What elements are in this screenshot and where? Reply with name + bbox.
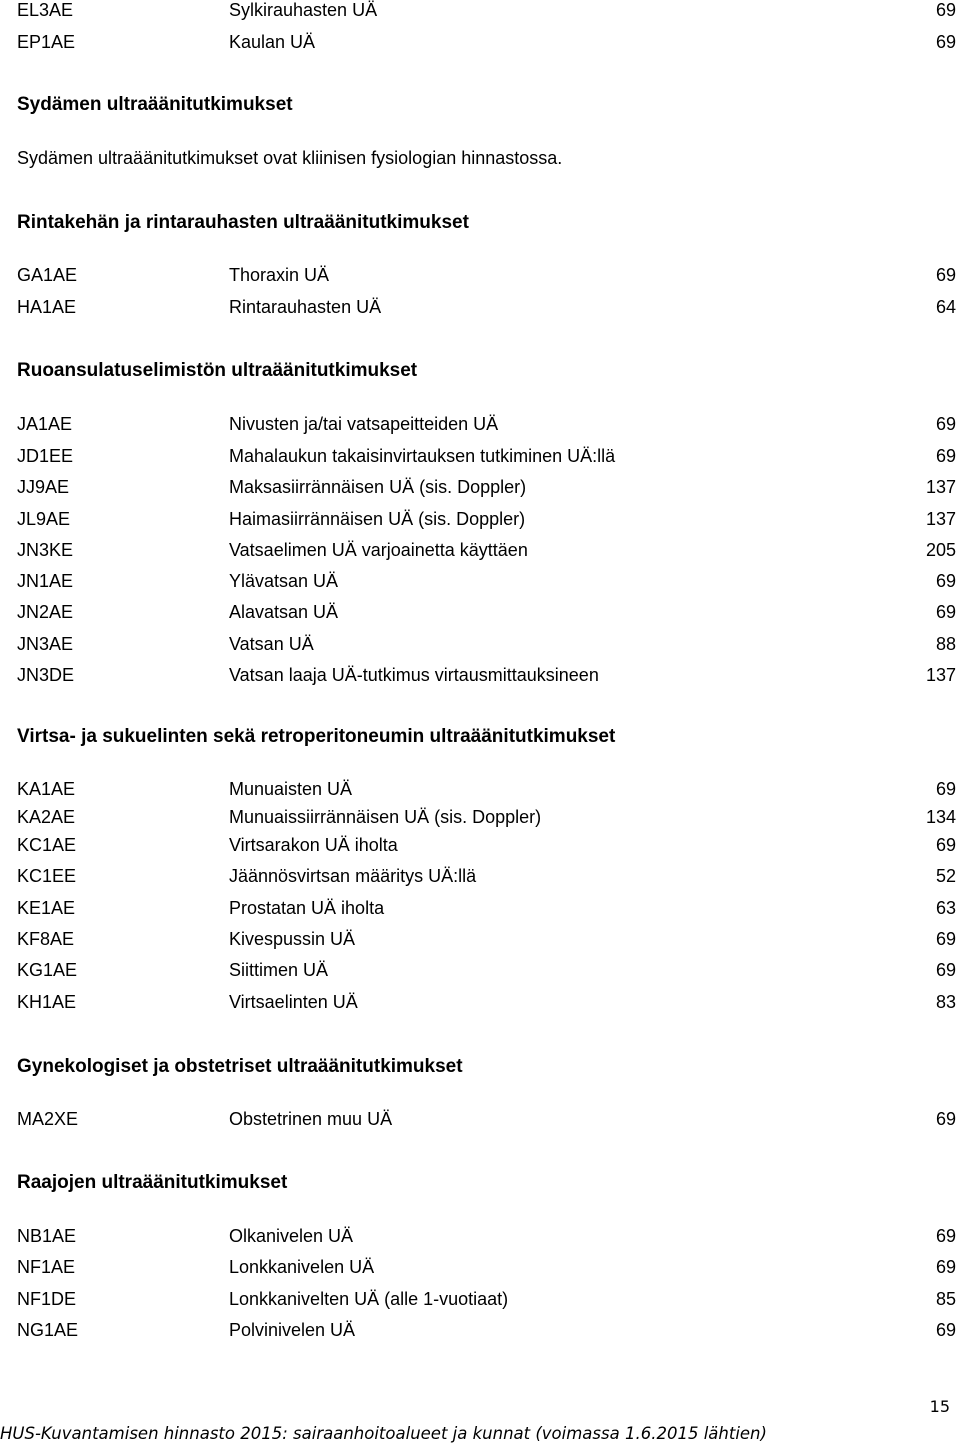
- procedure-description: Munuaissiirrännäisen UÄ (sis. Doppler): [229, 807, 542, 827]
- page-footer: HUS-Kuvantamisen hinnasto 2015: sairaanhoitoalueet ja kunnat (voimassa 1.6.2015 lähtien): [0, 1424, 767, 1443]
- procedure-code: KF8AE: [17, 929, 75, 949]
- procedure-description: Siittimen UÄ: [229, 960, 329, 980]
- procedure-description: Lonkkanivelen UÄ: [229, 1257, 375, 1277]
- procedure-code: GA1AE: [17, 265, 78, 285]
- procedure-code: KC1AE: [17, 835, 77, 855]
- table-row: [0, 990, 960, 1014]
- procedure-description: Thoraxin UÄ: [229, 265, 330, 285]
- procedure-code: JJ9AE: [17, 477, 70, 497]
- table-row: [0, 927, 960, 951]
- procedure-description: Virtsaelinten UÄ: [229, 992, 358, 1012]
- procedure-code: JN3KE: [17, 540, 74, 560]
- procedure-price: 69: [935, 32, 956, 52]
- procedure-description: Munuaisten UÄ: [229, 779, 353, 799]
- procedure-description: Rintarauhasten UÄ: [229, 297, 382, 317]
- procedure-code: JA1AE: [17, 414, 73, 434]
- table-row: [0, 958, 960, 982]
- procedure-price: 69: [935, 446, 956, 466]
- page-number: 15: [929, 1397, 950, 1416]
- procedure-price: 52: [935, 866, 956, 886]
- section-heading: Sydämen ultraäänitutkimukset: [17, 94, 293, 115]
- procedure-code: MA2XE: [17, 1109, 79, 1129]
- procedure-price: 83: [935, 992, 956, 1012]
- procedure-price: 69: [935, 929, 956, 949]
- procedure-price: 63: [935, 898, 956, 918]
- procedure-code: KA1AE: [17, 779, 76, 799]
- procedure-description: Vatsan laaja UÄ-tutkimus virtausmittauksineen: [229, 665, 599, 685]
- table-row: [0, 805, 960, 829]
- table-row: [0, 833, 960, 857]
- table-row: [0, 663, 960, 687]
- table-row: [0, 896, 960, 920]
- procedure-description: Ylävatsan UÄ: [229, 571, 339, 591]
- procedure-price: 69: [935, 1226, 956, 1246]
- procedure-description: Olkanivelen UÄ: [229, 1226, 354, 1246]
- procedure-code: HA1AE: [17, 297, 77, 317]
- table-row: [0, 600, 960, 624]
- procedure-code: JN1AE: [17, 571, 74, 591]
- procedure-code: NG1AE: [17, 1320, 79, 1340]
- procedure-price: 69: [935, 414, 956, 434]
- table-row: [0, 295, 960, 319]
- procedure-code: NF1AE: [17, 1257, 76, 1277]
- table-row: [0, 864, 960, 888]
- procedure-description: Obstetrinen muu UÄ: [229, 1109, 393, 1129]
- procedure-description: Kivespussin UÄ: [229, 929, 356, 949]
- procedure-code: KA2AE: [17, 807, 76, 827]
- procedure-price: 69: [935, 0, 956, 20]
- procedure-price: 85: [935, 1289, 956, 1309]
- procedure-code: KH1AE: [17, 992, 77, 1012]
- section-note: Sydämen ultraäänitutkimukset ovat kliinisen fysiologian hinnastossa.: [17, 148, 563, 168]
- section-heading: Gynekologiset ja obstetriset ultraäänitutkimukset: [17, 1056, 463, 1077]
- table-row: [0, 1224, 960, 1248]
- procedure-description: Alavatsan UÄ: [229, 602, 339, 622]
- section-heading: Rintakehän ja rintarauhasten ultraäänitutkimukset: [17, 212, 469, 233]
- procedure-description: Jäännösvirtsan määritys UÄ:llä: [229, 866, 477, 886]
- table-row: [0, 1318, 960, 1342]
- procedure-description: Haimasiirrännäisen UÄ (sis. Doppler): [229, 509, 526, 529]
- table-row: [0, 1255, 960, 1279]
- table-row: [0, 1287, 960, 1311]
- procedure-code: KE1AE: [17, 898, 76, 918]
- procedure-price: 137: [925, 477, 956, 497]
- procedure-code: JN3AE: [17, 634, 74, 654]
- table-row: [0, 444, 960, 468]
- procedure-description: Prostatan UÄ iholta: [229, 898, 385, 918]
- procedure-code: JN3DE: [17, 665, 75, 685]
- table-row: [0, 0, 960, 22]
- procedure-price: 64: [935, 297, 956, 317]
- procedure-description: Vatsan UÄ: [229, 634, 314, 654]
- procedure-price: 137: [925, 665, 956, 685]
- table-row: [0, 475, 960, 499]
- procedure-code: JL9AE: [17, 509, 71, 529]
- procedure-price: 69: [935, 602, 956, 622]
- procedure-price: 69: [935, 779, 956, 799]
- table-row: [0, 412, 960, 436]
- procedure-price: 137: [925, 509, 956, 529]
- procedure-price: 69: [935, 1320, 956, 1340]
- table-row: [0, 569, 960, 593]
- procedure-description: Nivusten ja/tai vatsapeitteiden UÄ: [229, 414, 499, 434]
- procedure-code: EL3AE: [17, 0, 74, 20]
- table-row: [0, 632, 960, 656]
- procedure-description: Sylkirauhasten UÄ: [229, 0, 378, 20]
- procedure-description: Virtsarakon UÄ iholta: [229, 835, 398, 855]
- table-row: [0, 507, 960, 531]
- table-row: [0, 777, 960, 801]
- procedure-description: Maksasiirrännäisen UÄ (sis. Doppler): [229, 477, 527, 497]
- procedure-description: Kaulan UÄ: [229, 32, 316, 52]
- procedure-code: JD1EE: [17, 446, 74, 466]
- procedure-price: 205: [925, 540, 956, 560]
- procedure-price: 88: [935, 634, 956, 654]
- table-row: [0, 263, 960, 287]
- procedure-price: 69: [935, 1109, 956, 1129]
- procedure-price: 69: [935, 960, 956, 980]
- procedure-description: Vatsaelimen UÄ varjoainetta käyttäen: [229, 540, 528, 560]
- procedure-price: 69: [935, 835, 956, 855]
- procedure-code: EP1AE: [17, 32, 76, 52]
- procedure-code: KG1AE: [17, 960, 78, 980]
- procedure-description: Lonkkanivelten UÄ (alle 1-vuotiaat): [229, 1289, 509, 1309]
- procedure-code: NB1AE: [17, 1226, 77, 1246]
- procedure-code: KC1EE: [17, 866, 77, 886]
- table-row: [0, 30, 960, 54]
- procedure-code: JN2AE: [17, 602, 74, 622]
- procedure-description: Mahalaukun takaisinvirtauksen tutkiminen UÄ:llä: [229, 446, 616, 466]
- table-row: [0, 1107, 960, 1131]
- procedure-description: Polvinivelen UÄ: [229, 1320, 356, 1340]
- procedure-code: NF1DE: [17, 1289, 77, 1309]
- procedure-price: 69: [935, 571, 956, 591]
- section-heading: Raajojen ultraäänitutkimukset: [17, 1172, 288, 1193]
- procedure-price: 134: [925, 807, 956, 827]
- section-heading: Ruoansulatuselimistön ultraäänitutkimukset: [17, 360, 418, 381]
- section-heading: Virtsa- ja sukuelinten sekä retroperitoneumin ultraäänitutkimukset: [17, 726, 616, 747]
- procedure-price: 69: [935, 265, 956, 285]
- table-row: [0, 538, 960, 562]
- procedure-price: 69: [935, 1257, 956, 1277]
